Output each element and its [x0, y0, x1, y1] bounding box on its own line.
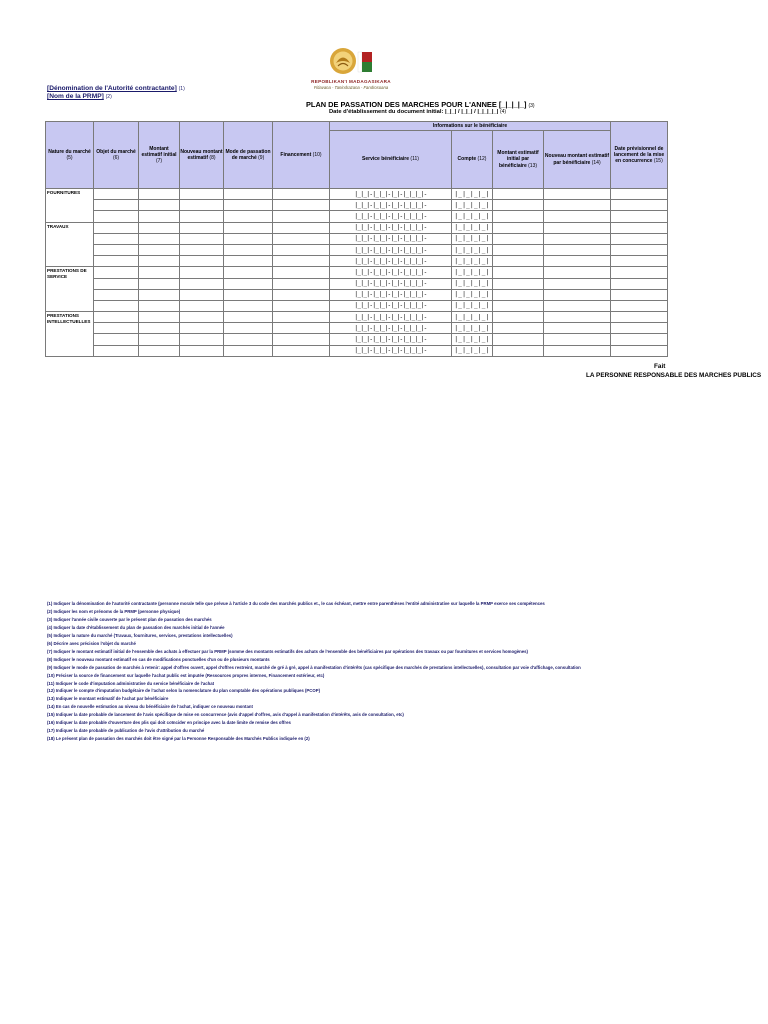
objet-cell[interactable]	[94, 244, 139, 255]
table-row	[46, 300, 668, 311]
montant-benef-cell[interactable]	[493, 211, 544, 222]
montant-cell[interactable]	[139, 278, 180, 289]
objet-cell[interactable]	[94, 323, 139, 334]
financement-cell[interactable]	[273, 233, 330, 244]
procurement-plan-table	[45, 121, 668, 357]
service-code-cell[interactable]: |_|_|-|_|_|-|_|-|_|_|_|-	[330, 233, 452, 244]
header-note: (10)	[312, 151, 322, 158]
nouveau-benef-cell[interactable]	[544, 345, 611, 356]
service-code-cell[interactable]: |_|_|-|_|_|-|_|-|_|_|_|-	[330, 256, 452, 267]
date-cell[interactable]	[611, 233, 668, 244]
col-header-service	[330, 131, 452, 189]
republic-name: REPOBLIKAN'I MADAGASIKARA	[311, 79, 391, 84]
header-note: (12)	[477, 156, 487, 163]
table-row	[46, 200, 668, 211]
montant-benef-cell[interactable]	[493, 300, 544, 311]
compte-cell[interactable]: |_|_|_|_|	[452, 345, 493, 356]
service-code-cell[interactable]: |_|_|-|_|_|-|_|-|_|_|_|-	[330, 189, 452, 200]
montant-cell[interactable]	[139, 312, 180, 323]
service-code-cell[interactable]: |_|_|-|_|_|-|_|-|_|_|_|-	[330, 300, 452, 311]
table-row	[46, 345, 668, 356]
financement-cell[interactable]	[273, 312, 330, 323]
footnote-item: (14) En cas de nouvelle estimation au niveau du bénéficiaire de l'achat, indiquer ce nouveau montant	[47, 704, 253, 710]
compte-cell[interactable]: |_|_|_|_|	[452, 211, 493, 222]
section-label: PRESTATIONS DE SERVICE	[46, 267, 94, 312]
footnote-item: (13) Indiquer le montant estimatif de l'achat par bénéficiaire	[47, 696, 169, 702]
date-cell[interactable]	[611, 278, 668, 289]
col-header-nature	[46, 122, 94, 189]
table-row	[46, 267, 668, 278]
subtitle-note: (4)	[499, 109, 507, 115]
page-title	[306, 100, 535, 109]
service-code-cell[interactable]: |_|_|-|_|_|-|_|-|_|_|_|-	[330, 312, 452, 323]
footnote-item: (3) Indiquer l'année civile couverte par le présent plan de passation des marchés	[47, 616, 212, 622]
nouveau-montant-cell[interactable]	[180, 278, 224, 289]
compte-cell[interactable]: |_|_|_|_|	[452, 267, 493, 278]
montant-benef-cell[interactable]	[493, 200, 544, 211]
objet-cell[interactable]	[94, 256, 139, 267]
montant-benef-cell[interactable]	[493, 189, 544, 200]
objet-cell[interactable]	[94, 334, 139, 345]
col-header-montant-benef	[493, 131, 544, 189]
authority-line	[47, 85, 185, 92]
nouveau-montant-cell[interactable]	[180, 345, 224, 356]
nouveau-montant-cell[interactable]	[180, 200, 224, 211]
header-label: Financement	[280, 151, 312, 158]
footnote-item: (2) Indiquer les nom et prénoms de la PRMP (personne physique)	[47, 608, 181, 614]
subtitle-text: Date d'établissement du document initial: |_|_| / |_|_| / |_|_|_|_|	[329, 109, 499, 115]
montant-cell[interactable]	[139, 211, 180, 222]
header-label: Montant estimatif initial	[141, 145, 177, 158]
title-text: PLAN DE PASSATION DES MARCHES POUR L'ANNEE [_|_|_|_]	[306, 100, 527, 109]
financement-cell[interactable]	[273, 300, 330, 311]
nouveau-montant-cell[interactable]	[180, 222, 224, 233]
table-row	[46, 312, 668, 323]
service-code-cell[interactable]: |_|_|-|_|_|-|_|-|_|_|_|-	[330, 289, 452, 300]
compte-cell[interactable]: |_|_|_|_|	[452, 189, 493, 200]
montant-cell[interactable]	[139, 256, 180, 267]
objet-cell[interactable]	[94, 312, 139, 323]
header-label: Date prévisionnel de lancement de la mise en concurrence	[613, 145, 665, 165]
montant-benef-cell[interactable]	[493, 233, 544, 244]
header-label: Service bénéficiaire	[362, 156, 410, 163]
nouveau-montant-cell[interactable]	[180, 323, 224, 334]
compte-cell[interactable]: |_|_|_|_|	[452, 323, 493, 334]
compte-cell[interactable]: |_|_|_|_|	[452, 256, 493, 267]
montant-cell[interactable]	[139, 289, 180, 300]
table-row	[46, 256, 668, 267]
financement-cell[interactable]	[273, 256, 330, 267]
montant-cell[interactable]	[139, 233, 180, 244]
nouveau-benef-cell[interactable]	[544, 300, 611, 311]
compte-cell[interactable]: |_|_|_|_|	[452, 300, 493, 311]
table-row	[46, 244, 668, 255]
financement-cell[interactable]	[273, 278, 330, 289]
col-header-info-group: Informations sur le bénéficiaire	[330, 122, 611, 131]
nouveau-benef-cell[interactable]	[544, 289, 611, 300]
financement-cell[interactable]	[273, 267, 330, 278]
objet-cell[interactable]	[94, 211, 139, 222]
footnote-item: (16) Indiquer la date probable d'ouverture des plis qui doit coïncider en principe avec la date limite de remise des offres	[47, 720, 291, 726]
header-label: Compte	[457, 156, 477, 163]
nouveau-benef-cell[interactable]	[544, 256, 611, 267]
nouveau-montant-cell[interactable]	[180, 312, 224, 323]
nouveau-benef-cell[interactable]	[544, 211, 611, 222]
montant-cell[interactable]	[139, 222, 180, 233]
objet-cell[interactable]	[94, 233, 139, 244]
table-row	[46, 334, 668, 345]
nouveau-benef-cell[interactable]	[544, 323, 611, 334]
col-header-montant	[139, 122, 180, 189]
montant-cell[interactable]	[139, 200, 180, 211]
date-cell[interactable]	[611, 300, 668, 311]
nouveau-montant-cell[interactable]	[180, 256, 224, 267]
header-note: (11)	[410, 156, 419, 163]
table-row	[46, 233, 668, 244]
montant-benef-cell[interactable]	[493, 222, 544, 233]
objet-cell[interactable]	[94, 278, 139, 289]
montant-benef-cell[interactable]	[493, 345, 544, 356]
compte-cell[interactable]: |_|_|_|_|	[452, 200, 493, 211]
mode-cell[interactable]	[224, 300, 273, 311]
service-code-cell[interactable]: |_|_|-|_|_|-|_|-|_|_|_|-	[330, 200, 452, 211]
nouveau-benef-cell[interactable]	[544, 189, 611, 200]
montant-cell[interactable]	[139, 267, 180, 278]
date-cell[interactable]	[611, 323, 668, 334]
montant-benef-cell[interactable]	[493, 278, 544, 289]
financement-cell[interactable]	[273, 334, 330, 345]
footnotes	[47, 600, 667, 743]
financement-cell[interactable]	[273, 244, 330, 255]
republic-motto: Fitiavana - Tanindrazana - Fandrosoana	[313, 85, 389, 90]
prmp-line	[47, 93, 112, 100]
nouveau-benef-cell[interactable]	[544, 278, 611, 289]
objet-cell[interactable]	[94, 189, 139, 200]
nouveau-benef-cell[interactable]	[544, 222, 611, 233]
compte-cell[interactable]: |_|_|_|_|	[452, 334, 493, 345]
table-row	[46, 222, 668, 233]
date-cell[interactable]	[611, 211, 668, 222]
service-code-cell[interactable]: |_|_|-|_|_|-|_|-|_|_|_|-	[330, 345, 452, 356]
mode-cell[interactable]	[224, 267, 273, 278]
header-note: (14)	[591, 159, 601, 166]
table-row	[46, 323, 668, 334]
date-cell[interactable]	[611, 334, 668, 345]
objet-cell[interactable]	[94, 267, 139, 278]
footnote-item: (17) Indiquer la date probable de publication de l'avis d'attribution du marché	[47, 728, 205, 734]
date-cell[interactable]	[611, 267, 668, 278]
footnote-item: (18) Le présent plan de passation des marchés doit être signé par la Personne Responsable des Marchés Publics indiquée en (2)	[47, 736, 310, 742]
table-row	[46, 189, 668, 200]
col-header-nouveau-benef	[544, 131, 611, 189]
footnote-item: (10) Préciser la source de financement sur laquelle l'achat public est imputée (Ressources propres internes, Financement extérieur, etc)	[47, 672, 325, 678]
nouveau-montant-cell[interactable]	[180, 300, 224, 311]
date-cell[interactable]	[611, 289, 668, 300]
footnote-item: (1) Indiquer la dénomination de l'autorité contractante (personne morale telle que prévue à l'article 3 du code des marchés publics et., le cas échéant, mettre entre parenthèses l'entité administrative sur laquelle la PRMP exerce ses compétences	[47, 601, 545, 606]
mode-cell[interactable]	[224, 289, 273, 300]
section-label: FOURNITURES	[46, 189, 94, 223]
header-note: (8)	[209, 155, 216, 161]
compte-cell[interactable]: |_|_|_|_|	[452, 278, 493, 289]
emblem-seal-icon	[296, 46, 406, 80]
header-label: Nouveau montant estimatif par bénéficiaire	[544, 153, 610, 166]
service-code-cell[interactable]: |_|_|-|_|_|-|_|-|_|_|_|-	[330, 267, 452, 278]
table-row	[46, 289, 668, 300]
mode-cell[interactable]	[224, 233, 273, 244]
montant-benef-cell[interactable]	[493, 334, 544, 345]
col-header-mode	[224, 122, 273, 189]
nouveau-montant-cell[interactable]	[180, 189, 224, 200]
financement-cell[interactable]	[273, 200, 330, 211]
header-note: (7)	[155, 158, 163, 165]
montant-cell[interactable]	[139, 345, 180, 356]
header-note: (15)	[653, 158, 663, 165]
montant-benef-cell[interactable]	[493, 312, 544, 323]
footnote-item: (7) Indiquer le montant estimatif initial de l'ensemble des achats à effectuer par la PRMP (somme des montants estimatifs des achats de l'ensemble des bénéficiaires par opérations des travaux ou par fournitures et services homogènes)	[47, 648, 528, 654]
financement-cell[interactable]	[273, 289, 330, 300]
prmp-name: [Nom de la PRMP]	[47, 93, 104, 100]
financement-cell[interactable]	[273, 211, 330, 222]
footnote-item: (8) Indiquer le nouveau montant estimatif en cas de modifications ponctuelles d'un ou de plusieurs montants	[47, 656, 270, 662]
title-note: (3)	[528, 103, 535, 109]
compte-cell[interactable]: |_|_|_|_|	[452, 289, 493, 300]
nouveau-benef-cell[interactable]	[544, 267, 611, 278]
service-code-cell[interactable]: |_|_|-|_|_|-|_|-|_|_|_|-	[330, 334, 452, 345]
objet-cell[interactable]	[94, 300, 139, 311]
nouveau-benef-cell[interactable]	[544, 200, 611, 211]
mode-cell[interactable]	[224, 189, 273, 200]
table-row	[46, 278, 668, 289]
header-note: (5)	[66, 155, 73, 161]
authority-note: (1)	[178, 86, 185, 92]
authority-name: [Dénomination de l'Autorité contractante]	[47, 85, 177, 92]
header-label: Objet du marché	[96, 148, 136, 155]
date-cell[interactable]	[611, 345, 668, 356]
footnote-item: (15) Indiquer la date probable de lancement de l'avis spécifique de mise en concurrence (avis d'appel d'offres, avis d'appel à manifestation d'intérêts, avis de consultation, etc)	[47, 712, 404, 718]
col-header-nouveau	[180, 122, 224, 189]
mode-cell[interactable]	[224, 222, 273, 233]
montant-cell[interactable]	[139, 189, 180, 200]
nouveau-montant-cell[interactable]	[180, 211, 224, 222]
footnote-item: (9) Indiquer le mode de passation de marchés à retenir: appel d'offres ouvert, appel d'offres restreint, marché de gré à gré, appel à manifestation d'intérêts (cas spécifique des marchés de prestations intellectuelles), consultation par voie d'affichage, consultation	[47, 664, 581, 670]
service-code-cell[interactable]: |_|_|-|_|_|-|_|-|_|_|_|-	[330, 211, 452, 222]
nouveau-montant-cell[interactable]	[180, 244, 224, 255]
compte-cell[interactable]: |_|_|_|_|	[452, 244, 493, 255]
financement-cell[interactable]	[273, 323, 330, 334]
nouveau-benef-cell[interactable]	[544, 233, 611, 244]
fait-label: Fait	[654, 363, 666, 370]
service-code-cell[interactable]: |_|_|-|_|_|-|_|-|_|_|_|-	[330, 278, 452, 289]
col-header-compte	[452, 131, 493, 189]
table-row	[46, 211, 668, 222]
nouveau-benef-cell[interactable]	[544, 244, 611, 255]
nouveau-montant-cell[interactable]	[180, 289, 224, 300]
nouveau-montant-cell[interactable]	[180, 334, 224, 345]
responsible-person-label: LA PERSONNE RESPONSABLE DES MARCHES PUBLICS	[586, 372, 762, 379]
mode-cell[interactable]	[224, 256, 273, 267]
montant-benef-cell[interactable]	[493, 256, 544, 267]
header-label: Montant estimatif initial par bénéficiaire	[497, 150, 539, 169]
mode-cell[interactable]	[224, 244, 273, 255]
compte-cell[interactable]: |_|_|_|_|	[452, 222, 493, 233]
header-label: Mode de passation de marché	[225, 148, 271, 161]
footnote-item: (4) Indiquer la date d'établissement du plan de passation des marchés initial de l'année	[47, 624, 225, 630]
nouveau-benef-cell[interactable]	[544, 334, 611, 345]
table-body	[46, 189, 668, 357]
header-note: (6)	[112, 155, 120, 161]
mode-cell[interactable]	[224, 211, 273, 222]
service-code-cell[interactable]: |_|_|-|_|_|-|_|-|_|_|_|-	[330, 244, 452, 255]
date-cell[interactable]	[611, 200, 668, 211]
montant-cell[interactable]	[139, 334, 180, 345]
financement-cell[interactable]	[273, 189, 330, 200]
section-label: PRESTATIONS INTELLECTUELLES	[46, 312, 94, 357]
footnote-item: (12) Indiquer le compte d'imputation budgétaire de l'achat selon la nomenclature du plan comptable des opérations publiques (PCOP)	[47, 688, 321, 694]
montant-cell[interactable]	[139, 300, 180, 311]
compte-cell[interactable]: |_|_|_|_|	[452, 312, 493, 323]
page-subtitle	[329, 109, 506, 115]
mode-cell[interactable]	[224, 345, 273, 356]
footnote-item: (5) Indiquer la nature du marché (Travaux, fournitures, services, prestations intellectuelles)	[47, 632, 233, 638]
footnote-item: (11) Indiquer le code d'imputation administrative du service bénéficiaire de l'achat	[47, 680, 215, 686]
date-cell[interactable]	[611, 244, 668, 255]
date-cell[interactable]	[611, 312, 668, 323]
nouveau-benef-cell[interactable]	[544, 312, 611, 323]
section-label: TRAVAUX	[46, 222, 94, 267]
objet-cell[interactable]	[94, 200, 139, 211]
financement-cell[interactable]	[273, 222, 330, 233]
header-label: Nouveau montant estimatif	[180, 148, 223, 161]
header-note: (13)	[528, 162, 538, 169]
compte-cell[interactable]: |_|_|_|_|	[452, 233, 493, 244]
montant-cell[interactable]	[139, 323, 180, 334]
financement-cell[interactable]	[273, 345, 330, 356]
date-cell[interactable]	[611, 189, 668, 200]
prmp-note: (2)	[105, 94, 112, 100]
objet-cell[interactable]	[94, 345, 139, 356]
montant-benef-cell[interactable]	[493, 323, 544, 334]
montant-benef-cell[interactable]	[493, 244, 544, 255]
footnote-item: (6) Décrire avec précision l'objet du marché	[47, 640, 136, 646]
mode-cell[interactable]	[224, 334, 273, 345]
service-code-cell[interactable]: |_|_|-|_|_|-|_|-|_|_|_|-	[330, 222, 452, 233]
col-header-date	[611, 122, 668, 189]
mode-cell[interactable]	[224, 312, 273, 323]
date-cell[interactable]	[611, 256, 668, 267]
header-note: (9)	[258, 155, 265, 161]
col-header-financement	[273, 122, 330, 189]
col-header-objet	[94, 122, 139, 189]
mode-cell[interactable]	[224, 200, 273, 211]
nouveau-montant-cell[interactable]	[180, 233, 224, 244]
objet-cell[interactable]	[94, 289, 139, 300]
montant-benef-cell[interactable]	[493, 267, 544, 278]
montant-cell[interactable]	[139, 244, 180, 255]
montant-benef-cell[interactable]	[493, 289, 544, 300]
date-cell[interactable]	[611, 222, 668, 233]
mode-cell[interactable]	[224, 323, 273, 334]
nouveau-montant-cell[interactable]	[180, 267, 224, 278]
objet-cell[interactable]	[94, 222, 139, 233]
service-code-cell[interactable]: |_|_|-|_|_|-|_|-|_|_|_|-	[330, 323, 452, 334]
mode-cell[interactable]	[224, 278, 273, 289]
header-label: Nature du marché	[48, 148, 91, 155]
